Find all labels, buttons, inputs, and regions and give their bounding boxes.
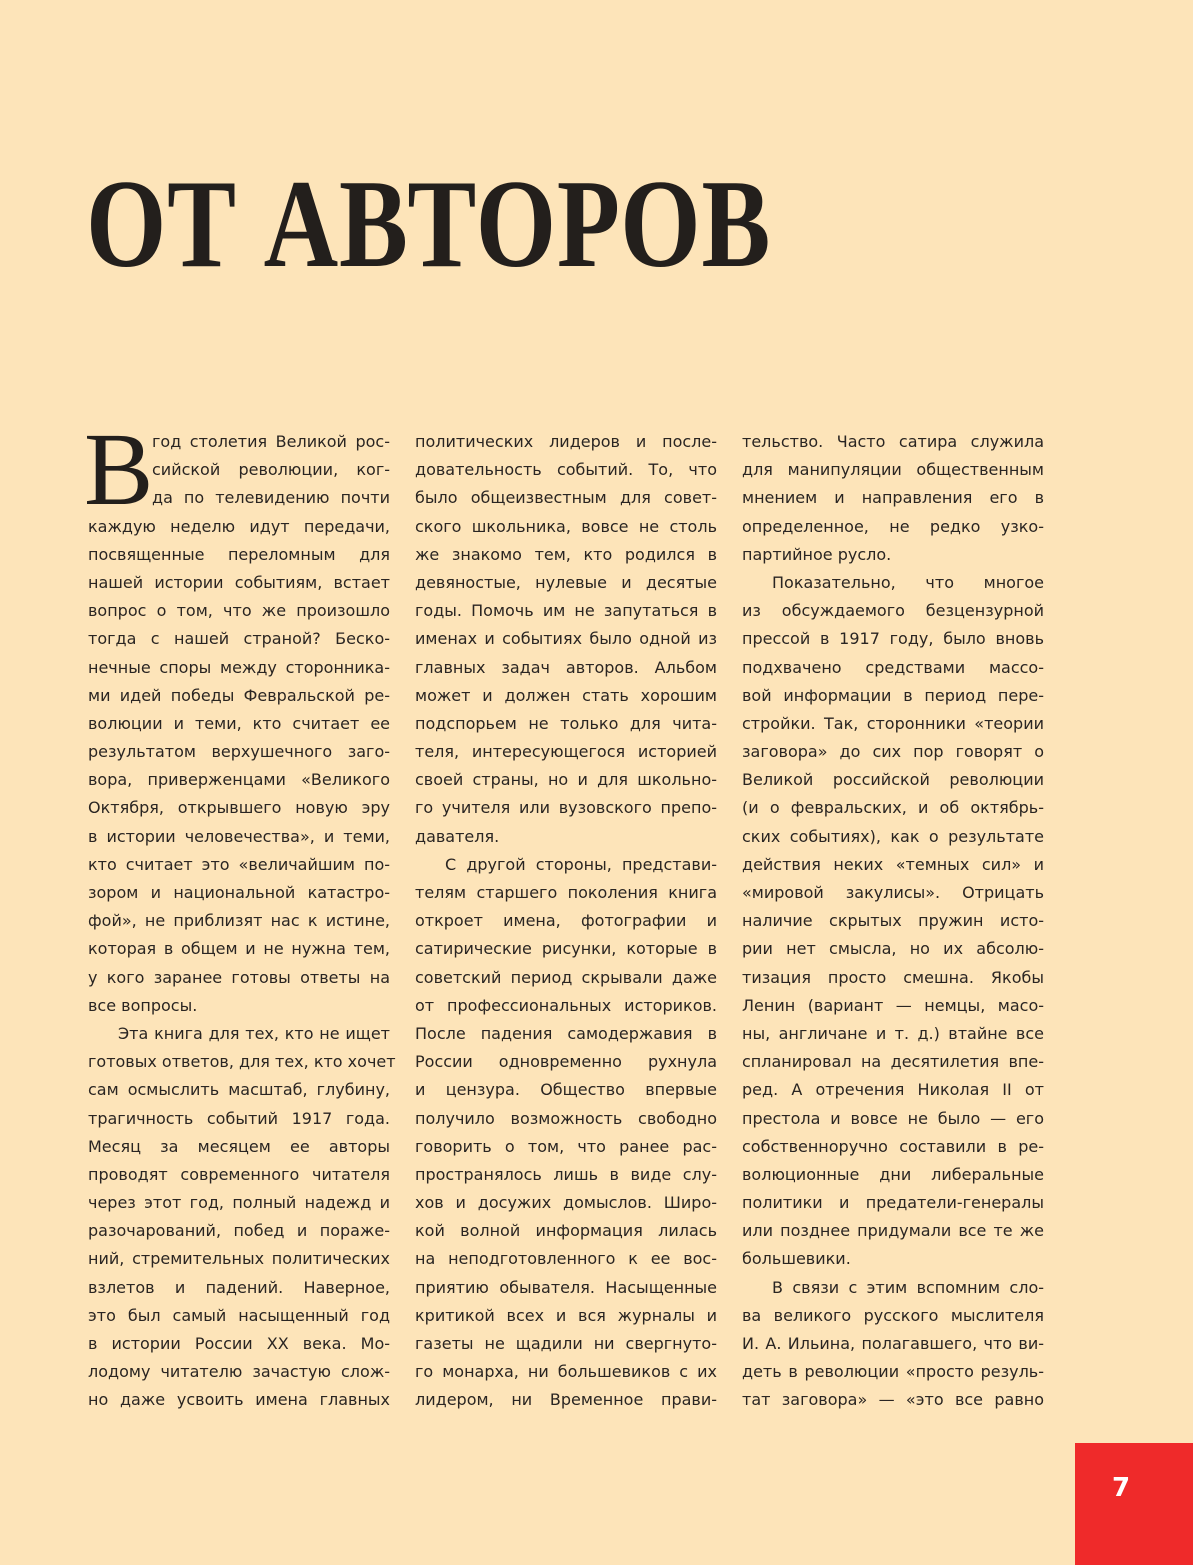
- text-line: нашей истории событиям, встает: [88, 572, 390, 592]
- text-line: именах и событиях было одной из: [415, 629, 717, 649]
- text-line: для манипуляции общественным: [742, 460, 1044, 480]
- text-line: Эта книга для тех, кто не ищет: [118, 1023, 390, 1043]
- text-line: давателя.: [415, 826, 500, 846]
- text-line: разочарований, побед и пораже-: [88, 1221, 390, 1241]
- text-line: советский период скрывали даже: [415, 967, 717, 987]
- text-line: России одновременно рухнула: [415, 1052, 717, 1072]
- text-line: вопрос о том, что же произошло: [88, 601, 390, 621]
- text-line: Октября, открывшего новую эру: [88, 798, 390, 818]
- text-line: теля, интересующегося историей: [415, 742, 717, 762]
- text-line: подхвачено средствами массо-: [742, 657, 1044, 677]
- text-line: или позднее придумали все те же: [742, 1221, 1044, 1241]
- text-line: девяностые, нулевые и десятые: [415, 572, 717, 592]
- text-line: лидером, ни Временное прави-: [415, 1390, 717, 1410]
- text-line: Ленин (вариант — немцы, масо-: [742, 995, 1044, 1015]
- text-line: тизация просто смешна. Якобы: [742, 967, 1044, 987]
- text-line: которая в общем и не нужна тем,: [88, 939, 390, 959]
- text-line: нечные споры между сторонника-: [88, 657, 390, 677]
- text-line: газеты не щадили ни свергнуто-: [415, 1334, 717, 1353]
- text-line: готовых ответов, для тех, кто хочет: [88, 1052, 396, 1072]
- text-line: собственноручно составили в ре-: [742, 1136, 1044, 1156]
- text-line: деть в революции «просто резуль-: [742, 1362, 1044, 1382]
- text-line: волюции и теми, кто считает ее: [88, 713, 390, 733]
- text-line: ний, стремительных политических: [88, 1249, 390, 1269]
- text-line: Месяц за месяцем ее авторы: [88, 1136, 390, 1156]
- page-number: 7: [1112, 1473, 1131, 1503]
- text-line: через этот год, полный надежд и: [88, 1193, 390, 1213]
- text-line: заговора» до сих пор говорят о: [742, 742, 1044, 762]
- text-line: телям старшего поколения книга: [415, 883, 717, 902]
- text-line: проводят современного читателя: [88, 1164, 390, 1184]
- text-line: волюционные дни либеральные: [742, 1164, 1044, 1184]
- text-line: ны, англичане и т. д.) втайне все: [742, 1023, 1044, 1043]
- text-line: лодому читателю зачастую слож-: [88, 1362, 390, 1382]
- text-column-2: [415, 428, 717, 1415]
- text-line: и цензура. Общество впервые: [415, 1080, 717, 1100]
- text-line: может и должен стать хорошим: [415, 685, 717, 705]
- text-line: в истории России XX века. Мо-: [88, 1334, 390, 1353]
- text-line: кто считает это «величайшим по-: [88, 854, 390, 874]
- text-line: ред. А отречения Николая II от: [742, 1080, 1044, 1100]
- text-line: фой», не приблизят нас к истине,: [88, 911, 390, 931]
- text-line: посвященные переломным для: [88, 544, 390, 564]
- text-line: политики и предатели-генералы: [742, 1193, 1044, 1213]
- text-line: ского школьника, вовсе не столь: [415, 516, 717, 536]
- text-line: говорить о том, что ранее рас-: [415, 1136, 717, 1156]
- text-line: своей страны, но и для школьно-: [415, 770, 717, 790]
- text-line: «мировой закулисы». Отрицать: [742, 883, 1044, 902]
- text-line: стройки. Так, сторонники «теории: [742, 713, 1044, 733]
- text-line: критикой всех и вся журналы и: [415, 1305, 717, 1325]
- text-line: партийное русло.: [742, 544, 892, 564]
- paragraph: [742, 428, 1044, 569]
- paragraph: [415, 428, 717, 851]
- text-line: год столетия Великой рос-: [152, 432, 390, 451]
- text-line: политических лидеров и после-: [415, 432, 717, 451]
- text-line: тат заговора» — «это все равно: [742, 1390, 1044, 1410]
- text-line: сатирические рисунки, которые в: [415, 939, 717, 959]
- text-line: пространялось лишь в виде слу-: [415, 1164, 717, 1184]
- text-line: годы. Помочь им не запутаться в: [415, 601, 717, 621]
- text-line: го учителя или вузовского препо-: [415, 798, 717, 818]
- text-line: мнением и направления его в: [742, 488, 1044, 508]
- text-line: подспорьем не только для чита-: [415, 713, 717, 733]
- text-line: но даже усвоить имена главных: [88, 1390, 390, 1410]
- text-line: кой волной информация лилась: [415, 1221, 717, 1241]
- text-line: определенное, не редко узко-: [742, 516, 1044, 536]
- text-line: результатом верхушечного заго-: [88, 742, 390, 762]
- text-line: И. А. Ильина, полагавшего, что ви-: [742, 1334, 1044, 1353]
- paragraph: [88, 1020, 396, 1415]
- text-line: большевики.: [742, 1249, 851, 1269]
- text-line: В связи с этим вспомним сло-: [772, 1277, 1044, 1297]
- text-line: ских событиях), как о результате: [742, 826, 1044, 846]
- text-line: вой информации в период пере-: [742, 685, 1044, 705]
- drop-cap: В: [84, 412, 154, 527]
- text-line: взлетов и падений. Наверное,: [88, 1277, 390, 1297]
- text-line: С другой стороны, представи-: [445, 854, 717, 874]
- text-line: каждую неделю идут передачи,: [88, 516, 390, 536]
- text-line: было общеизвестным для совет-: [415, 488, 717, 508]
- text-line: (и о февральских, и об октябрь-: [742, 798, 1044, 818]
- text-line: главных задач авторов. Альбом: [415, 657, 717, 677]
- text-line: зором и национальной катастро-: [88, 883, 390, 902]
- text-line: го монарха, ни большевиков с их: [415, 1362, 717, 1382]
- text-line: довательность событий. То, что: [415, 460, 717, 480]
- text-line: тогда с нашей страной? Беско-: [88, 629, 390, 649]
- text-line: откроет имена, фотографии и: [415, 911, 717, 931]
- text-line: на неподготовленного к ее вос-: [415, 1249, 717, 1269]
- text-line: ва великого русского мыслителя: [742, 1305, 1044, 1325]
- text-line: действия неких «темных сил» и: [742, 854, 1044, 874]
- page-number-box: [1075, 1443, 1193, 1565]
- text-line: ми идей победы Февральской ре-: [88, 685, 390, 705]
- page-title: ОТ АВТОРОВ: [86, 155, 772, 294]
- text-line: Показательно, что многое: [772, 572, 1044, 592]
- paragraph: [742, 569, 1044, 1274]
- text-line: сийской революции, ког-: [152, 460, 390, 480]
- text-column-3: [742, 428, 1044, 1415]
- text-line: тельство. Часто сатира служила: [742, 432, 1044, 451]
- text-column-1: [84, 412, 396, 1415]
- text-line: прессой в 1917 году, было вновь: [742, 629, 1044, 649]
- text-line: хов и досужих домыслов. Широ-: [415, 1193, 717, 1213]
- text-line: наличие скрытых пружин исто-: [742, 911, 1044, 931]
- text-line: сам осмыслить масштаб, глубину,: [88, 1080, 390, 1100]
- text-line: вора, приверженцами «Великого: [88, 770, 390, 790]
- text-line: у кого заранее готовы ответы на: [88, 967, 390, 987]
- text-line: это был самый насыщенный год: [88, 1305, 390, 1325]
- paragraph: [742, 1274, 1044, 1415]
- text-line: рии нет смысла, но их абсолю-: [742, 939, 1044, 959]
- text-line: в истории человечества», и теми,: [88, 826, 390, 846]
- text-line: трагичность событий 1917 года.: [88, 1108, 390, 1128]
- text-line: от профессиональных историков.: [415, 995, 717, 1015]
- paragraph: [415, 851, 717, 1415]
- text-line: После падения самодержавия в: [415, 1023, 717, 1043]
- text-line: престола и вовсе не было — его: [742, 1108, 1044, 1128]
- text-line: спланировал на десятилетия впе-: [742, 1052, 1044, 1072]
- text-line: из обсуждаемого безцензурной: [742, 601, 1044, 621]
- text-line: получило возможность свободно: [415, 1108, 717, 1128]
- text-line: же знакомо тем, кто родился в: [415, 544, 717, 564]
- text-line: Великой российской революции: [742, 770, 1044, 790]
- text-line: да по телевидению почти: [152, 488, 390, 508]
- text-line: приятию обывателя. Насыщенные: [415, 1277, 717, 1297]
- text-line: все вопросы.: [88, 995, 198, 1015]
